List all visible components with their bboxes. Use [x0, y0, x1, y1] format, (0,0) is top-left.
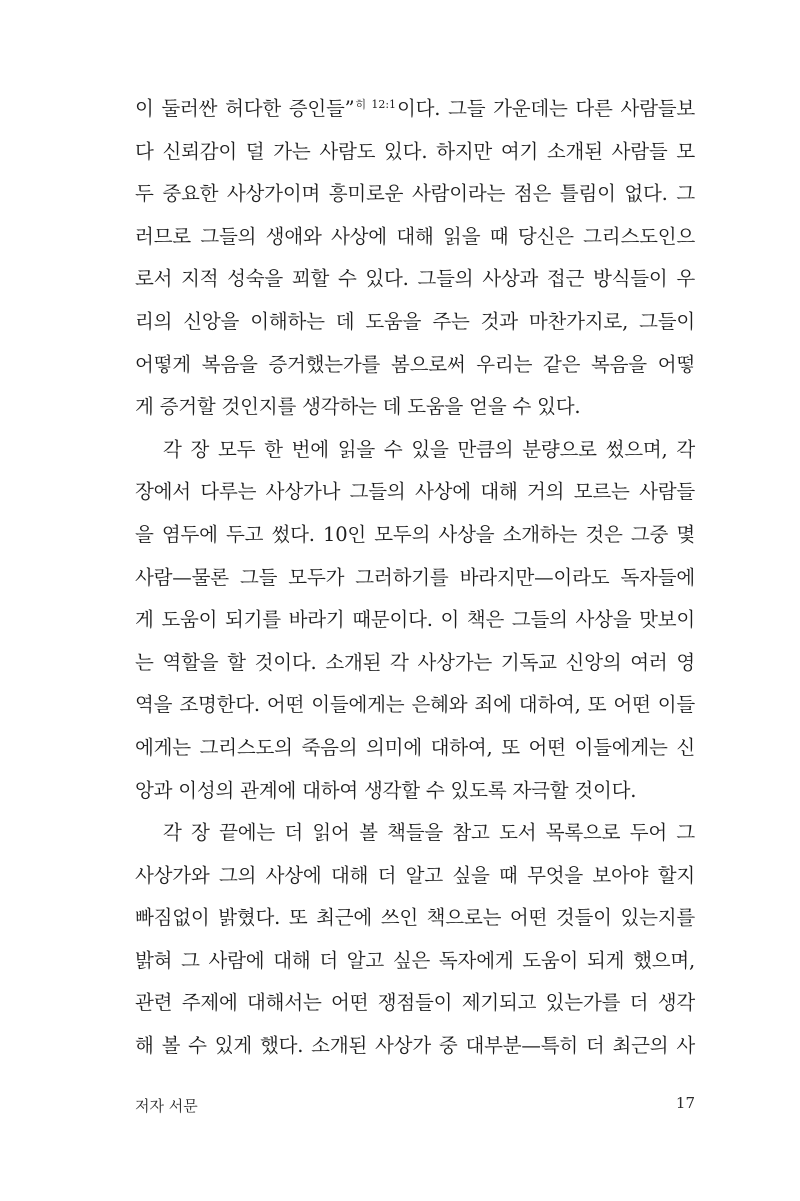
- text-line: 해 볼 수 있게 했다. 소개된 사상가 중 대부분—특히 더 최근의 사: [135, 1034, 695, 1058]
- text-line: 역을 조명한다. 어떤 이들에게는 은혜와 죄에 대하여, 또 어떤 이들: [135, 693, 695, 717]
- text-line: 빠짐없이 밝혔다. 또 최근에 쓰인 책으로는 어떤 것들이 있는지를: [135, 906, 695, 930]
- text-line: 어떻게 복음을 증거했는가를 봄으로써 우리는 같은 복음을 어떻: [135, 352, 695, 376]
- running-footer-title: 저자 서문: [135, 1097, 198, 1115]
- text-line: 관련 주제에 대해서는 어떤 쟁점들이 제기되고 있는가를 더 생각: [135, 991, 695, 1015]
- text-line: 두 중요한 사상가이며 흥미로운 사람이라는 점은 틀림이 없다. 그: [135, 182, 695, 206]
- text-line: 다 신뢰감이 덜 가는 사람도 있다. 하지만 여기 소개된 사람들 모: [135, 139, 695, 163]
- text-line: 에게는 그리스도의 죽음의 의미에 대하여, 또 어떤 이들에게는 신: [135, 735, 695, 759]
- text-line: 사상가와 그의 사상에 대해 더 알고 싶을 때 무엇을 보아야 할지: [135, 863, 695, 887]
- text-line: 는 역할을 할 것이다. 소개된 각 사상가는 기독교 신앙의 여러 영: [135, 650, 695, 674]
- text-segment: 이 둘러싼 허다한 증인들”: [135, 97, 355, 120]
- text-line: 로서 지적 성숙을 꾀할 수 있다. 그들의 사상과 접근 방식들이 우: [135, 267, 695, 291]
- text-line: 밝혀 그 사람에 대해 더 알고 싶은 독자에게 도움이 되게 했으며,: [135, 948, 695, 972]
- body-text: [135, 88, 695, 1068]
- text-line: 을 염두에 두고 썼다. 10인 모두의 사상을 소개하는 것은 그중 몇: [135, 522, 695, 546]
- text-line: 게 도움이 되기를 바라기 때문이다. 이 책은 그들의 사상을 맛보이: [135, 608, 695, 632]
- text-line: [135, 88, 695, 131]
- text-line: 사람—물론 그들 모두가 그러하기를 바라지만—이라도 독자들에: [135, 565, 695, 589]
- scripture-reference: 히 12:1: [355, 98, 397, 111]
- text-line: 앙과 이성의 관계에 대하여 생각할 수 있도록 자극할 것이다.: [135, 778, 637, 802]
- text-segment: 이다. 그들 가운데는 다른 사람들보: [397, 97, 695, 120]
- text-line: 장에서 다루는 사상가나 그들의 사상에 대해 거의 모르는 사람들: [135, 480, 695, 504]
- text-line: 러므로 그들의 생애와 사상에 대해 읽을 때 당신은 그리스도인으: [135, 224, 695, 248]
- text-line: 게 증거할 것인지를 생각하는 데 도움을 얻을 수 있다.: [135, 395, 581, 419]
- paragraph-first-line: 각 장 끝에는 더 읽어 볼 책들을 참고 도서 목록으로 두어 그: [163, 821, 695, 845]
- page-number: 17: [675, 1094, 695, 1112]
- paragraph-first-line: 각 장 모두 한 번에 읽을 수 있을 만큼의 분량으로 썼으며, 각: [163, 437, 695, 461]
- text-line: 리의 신앙을 이해하는 데 도움을 주는 것과 마찬가지로, 그들이: [135, 309, 695, 333]
